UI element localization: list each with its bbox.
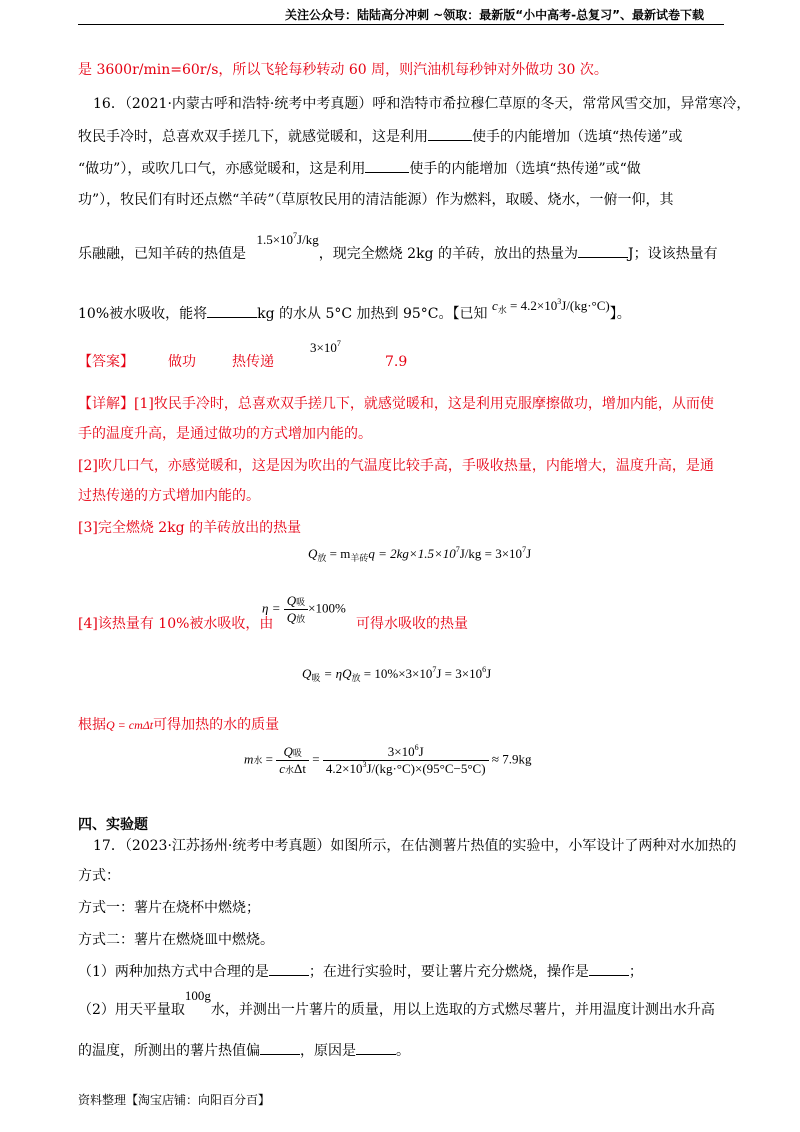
q17-l5a: （1）两种加热方式中合理的是 [78,964,269,980]
eq3-f2-denominator [323,761,489,777]
q17-line7 [78,1040,410,1061]
q17-blank4[interactable] [356,1040,396,1055]
eq3-f2-num-base: 3×10 [387,744,415,759]
frac-den-sub: 放 [296,614,306,624]
q16-line5-c: J；设该热量有 [627,246,718,262]
eq1-lhs: Q [308,546,318,561]
efficiency-denominator [284,610,308,626]
eq3-f1-den: c [279,761,286,776]
eq3-lhs: m [244,751,254,767]
eq3-f2-num-unit: J [418,744,424,759]
eq1-exp2: 7 [522,545,527,554]
answer-1: 做功 [168,354,196,370]
answer-4: 7.9 [385,354,408,370]
eq2-tail: = 10%×3×10 [360,666,433,681]
explain-para2b: 过热传递的方式增加内能的。 [78,488,260,504]
page-footer: 资料整理【淘宝店铺：向阳百分百】 [78,1093,271,1107]
answer-3-exp: 7 [336,339,341,348]
q16-line2-a: 牧民手冷时，总喜欢双手搓几下，就感觉暖和，这是利用 [78,129,428,145]
q17-blank3[interactable] [260,1040,300,1055]
q16-blank4[interactable] [207,303,257,318]
q17-line5 [78,961,643,982]
page-header: 关注公众号：陆陆高分冲刺 ~领取：最新版“小中高考-总复习”、最新试卷下载 [285,8,704,22]
q17-blank2[interactable] [589,961,629,976]
q17-l6a: （2）用天平量取 [78,1002,185,1018]
heat-formula: Q = cmΔt [106,718,154,732]
q16-line4: 功”），牧民们有时还点燃“羊砖”（草原牧民用的清洁能源）作为燃料，取暖、烧水，一俯一仰，其 [78,192,674,208]
equation-1 [308,546,531,562]
eq3-f2-num-exp: 6 [414,743,419,752]
eq3-f2-den-base: 4.2×10 [325,761,363,776]
explain-label: 【详解】 [78,396,134,412]
q17-l7b: ，原因是 [300,1043,356,1059]
heat-value [256,232,318,247]
q16-line6-c: 】。 [609,306,631,322]
c-water-formula [492,298,610,313]
eq3-fraction-1 [276,744,309,777]
q17-line2: 方式： [78,868,120,884]
eq3-f1-denominator [276,761,309,777]
efficiency-fraction [284,593,308,626]
section-title: 四、实验题 [78,817,148,833]
q17-l7c: 。 [396,1043,410,1059]
q17-line4: 方式二：薯片在燃烧皿中燃烧。 [78,932,274,948]
c-water-value: = 4.2×10 [506,298,558,313]
answer-3-base: 3×10 [310,340,337,355]
c-water-unit: J/(kg·°C) [561,298,610,313]
explain-para4b: 可得水吸收的热量 [356,616,468,632]
q17-l5c: ； [628,964,643,980]
explain-para1a [78,394,714,414]
eq3-fraction-2 [323,744,489,777]
q16-line5-a: 乐融融，已知羊砖的热值是 [78,246,246,262]
q16-line6-a: 10%被水吸收，能将 [78,306,208,322]
q16-line3-b: 使手的内能增加（选填“热传递”或“做 [409,161,641,177]
q16-blank2[interactable] [365,158,409,173]
heat-value-base: 1.5×10 [256,232,294,247]
q16-line2-b: 使手的内能增加（选填“热传递”或 [472,129,683,145]
frac-den-q: Q [286,610,297,625]
eq2-rhs-sub: 放 [351,673,361,683]
q17-l5b: ；在进行实验时，要让薯片充分燃烧，操作是 [308,964,589,980]
eq3-f1-den-tail: Δt [294,761,307,776]
eq1-m: = m [326,546,351,561]
q16-line5-b: ，现完全燃烧 2kg 的羊砖，放出的热量为 [318,246,578,262]
answer-label: 【答案】 [78,354,134,370]
eq1-exp: 7 [455,545,460,554]
eq2-exp: 7 [432,665,437,674]
equation-2 [302,666,491,682]
answer-2: 热传递 [232,354,274,370]
eq3-f1-num-sub: 吸 [292,748,302,758]
explain-para5 [78,715,279,735]
eq1-unit: J [526,546,532,561]
eq3-f1-den-sub: 水 [285,765,295,775]
explain-para4a: [4]该热量有 10%被水吸收，由 [78,616,274,632]
q16-blank1[interactable] [428,126,472,141]
eq2-lhs-sub: 吸 [311,673,321,683]
eq3-f1-numerator [276,744,309,761]
eta-tail: ×100% [308,600,346,616]
eq2-unit: J [486,666,492,681]
equation-3: m水 = $\frac{\text{Q吸}}{\text{c水Δt}}$ = $\frac{3\times 10^6J}{4.2\times 10^3J/(kg\cdot^\circ C)\times(95^\circ C-5^\circ C)}$ ≈ 7.9kg [244,743,532,776]
q16-line6 [78,297,631,326]
eq3-f2-den-rest: J/(kg·°C)×(95°C−5°C) [366,761,486,776]
q17-blank1[interactable] [269,961,309,976]
eq1-rest: q = 2kg×1.5×10 [368,546,456,561]
q17-line1: 17．（2023·江苏扬州·统考中考真题）如图所示，在估测薯片热值的实验中，小军设计了两种对水加热的 [93,838,737,854]
explain-p1a-text: [1]牧民手冷时，总喜欢双手搓几下，就感觉暖和，这是利用克服摩擦做功，增加内能，从而使 [134,396,714,412]
answer-3 [310,340,341,356]
eq2-tail2: J = 3×10 [436,666,483,681]
q17-l7a: 的温度，所测出的薯片热值偏 [78,1043,260,1059]
heat-value-unit: J/kg [297,232,319,247]
q16-blank3[interactable] [578,243,628,258]
frac-num-sub: 吸 [296,597,306,607]
q16-line3 [78,158,641,179]
explain-p5a: 根据 [78,717,106,733]
explain-para1b: 手的温度升高，是通过做功的方式增加内能的。 [78,426,372,442]
explain-para3: [3]完全燃烧 2kg 的羊砖放出的热量 [78,520,302,536]
eq1-m-sub: 羊砖 [350,553,369,563]
prev-answer-line: 是 3600r/min=60r/s，所以飞轮每秒转动 60 周，则汽油机每秒钟对外做功 30 次。 [78,62,608,78]
efficiency-numerator [284,593,308,610]
eq1-tail: J/kg = 3×10 [459,546,523,561]
eq3-result: ≈ 7.9kg [491,751,532,767]
q16-line1: 16．（2021·内蒙古呼和浩特·统考中考真题）呼和浩特市希拉穆仁草原的冬天，常常风雪交加，异常寒冷， [93,96,751,112]
q16-line3-a: “做功”），或吹几口气，亦感觉暖和，这是利用 [78,161,366,177]
eq2-lhs: Q [302,666,312,681]
header-rule [78,24,724,25]
frac-num-q: Q [286,593,297,608]
water-mass: 100g [184,988,211,1003]
eq3-f2-numerator [323,744,489,761]
c-water-exp: 3 [557,297,562,306]
eq1-lhs-sub: 放 [317,553,327,563]
heat-value-exp: 7 [293,231,298,240]
explain-p5b: 可得加热的水的质量 [153,717,280,733]
eq3-lhs-sub: 水 [253,755,263,766]
eq2-rhs: = ηQ [320,666,352,681]
c-water-sub: 水 [497,305,507,315]
q17-line6 [78,988,715,1020]
q17-line3: 方式一：薯片在烧杯中燃烧； [78,900,260,916]
eta-symbol: η = [262,600,281,616]
efficiency-formula [262,593,346,626]
eq3-f2-den-exp: 3 [362,760,367,769]
q16-line2 [78,126,682,147]
eq3-f1-num: Q [283,744,293,759]
q17-l6b: 水，并测出一片薯片的质量，用以上选取的方式燃尽薯片，并用温度计测出水升高 [210,1002,715,1018]
explain-para2a: [2]吹几口气，亦感觉暖和，这是因为吹出的气温度比较手高，手吸收热量，内能增大，温度升高，是通 [78,458,714,474]
c-water-symbol: c [491,298,498,313]
eq2-exp2: 6 [482,665,487,674]
q16-line6-b: kg 的水从 5°C 加热到 95°C。【已知 [257,306,488,322]
